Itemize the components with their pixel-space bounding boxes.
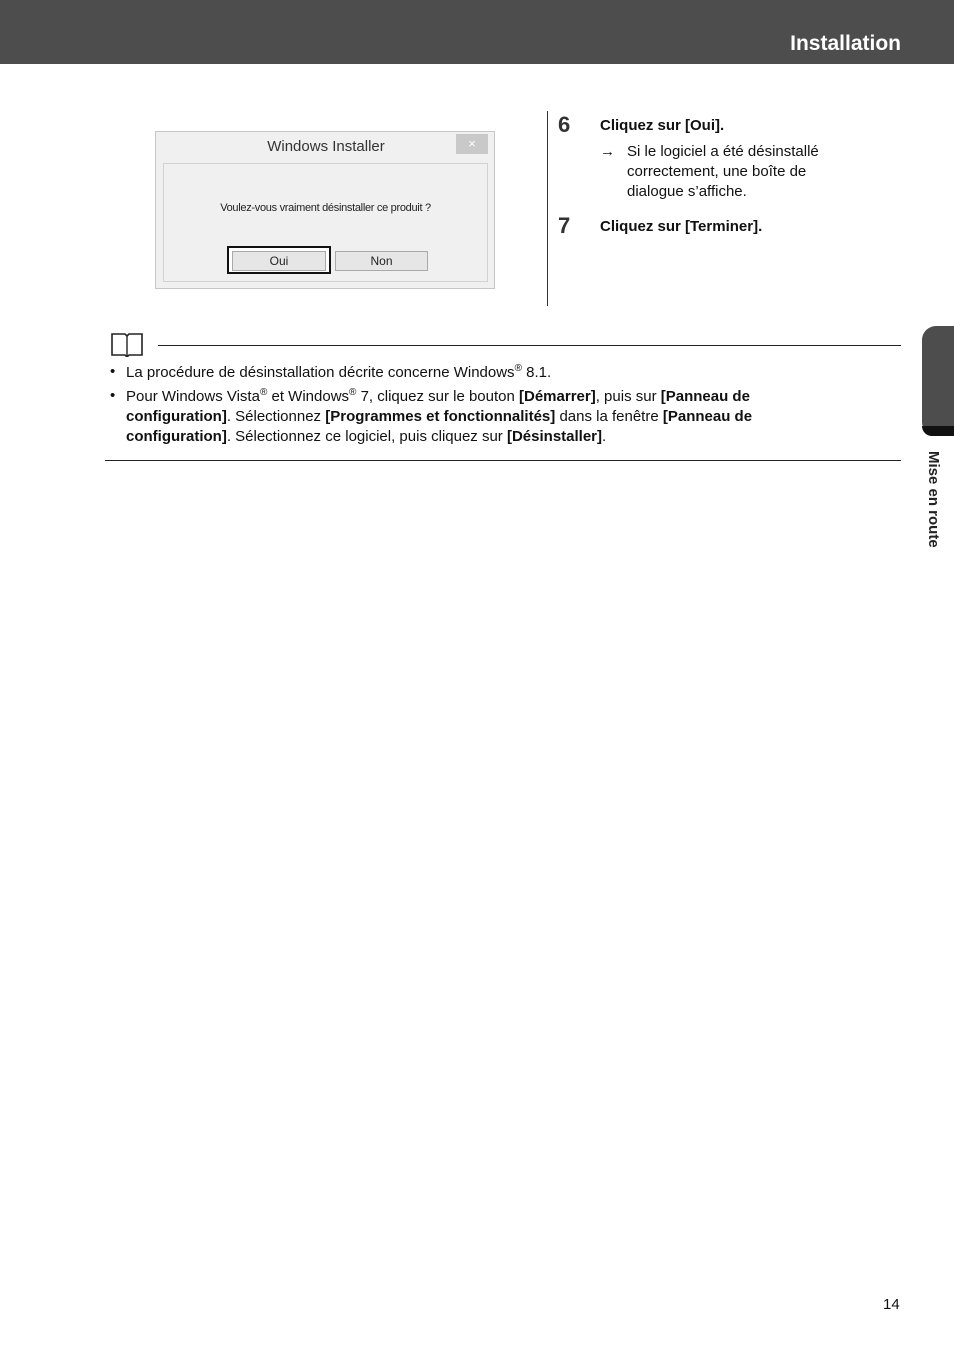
dialog-title: Windows Installer [267, 138, 385, 155]
no-button[interactable]: Non [335, 251, 428, 271]
note-top-rule [158, 345, 901, 346]
windows-installer-dialog [155, 131, 495, 289]
bullet: • [110, 387, 116, 404]
step-6-text: Cliquez sur [Oui]. [600, 117, 725, 134]
header-title: Installation [790, 32, 901, 55]
side-tab-label: Mise en route [925, 451, 942, 548]
side-tab [922, 326, 954, 436]
note-line-2: Pour Windows Vista® et Windows® 7, cliquez sur le bouton [Démarrer], puis sur [Panneau de [126, 387, 750, 405]
side-tab-label-wrap [920, 451, 942, 581]
arrow-icon: → [600, 143, 615, 160]
note-line-4: configuration]. Sélectionnez ce logiciel, puis cliquez sur [Désinstaller]. [126, 428, 607, 445]
note-line-3: configuration]. Sélectionnez [Programmes et fonctionnalités] dans la fenêtre [Panneau de [126, 408, 753, 425]
note-bottom-rule [105, 460, 901, 461]
page-header [0, 0, 954, 64]
result-line: dialogue s’affiche. [627, 183, 747, 200]
step-7-number: 7 [558, 213, 571, 238]
dialog-body [163, 163, 488, 282]
step-7-text: Cliquez sur [Terminer]. [600, 218, 763, 235]
result-line: correctement, une boîte de [627, 163, 807, 180]
page-number: 14 [883, 1296, 900, 1313]
column-divider [547, 111, 548, 306]
result-line: Si le logiciel a été désinstallé [627, 143, 819, 160]
close-icon[interactable]: × [456, 134, 488, 154]
step-6-number: 6 [558, 112, 571, 137]
bullet: • [110, 363, 116, 380]
dialog-message: Voulez-vous vraiment désinstaller ce produit ? [220, 202, 431, 214]
note-line-1: La procédure de désinstallation décrite concerne Windows® 8.1. [126, 363, 552, 381]
book-icon [110, 331, 144, 357]
side-tab-shadow [922, 426, 954, 436]
yes-button[interactable]: Oui [232, 251, 326, 271]
step-6-result [627, 142, 877, 202]
